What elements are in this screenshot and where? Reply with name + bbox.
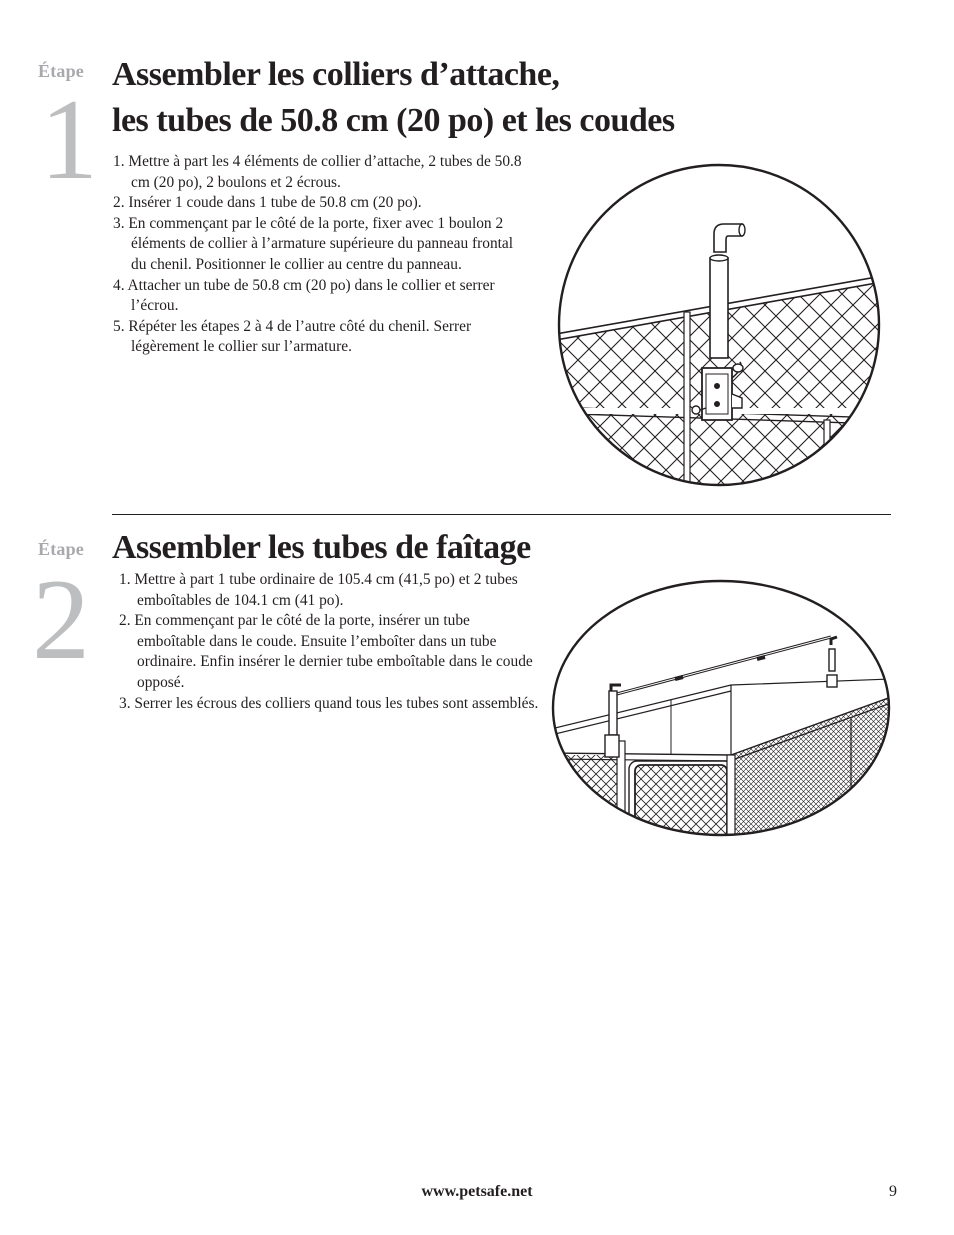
step2-number: 2 xyxy=(32,556,90,684)
step1-number: 1 xyxy=(40,76,98,204)
step1-item: 2. Insérer 1 coude dans 1 tube de 50.8 cm (20 po). xyxy=(113,194,422,212)
step1-title-line2: les tubes de 50.8 cm (20 po) et les coudes xyxy=(112,102,675,139)
step1-title-line1: Assembler les colliers d’attache, xyxy=(112,56,560,93)
step2-title: Assembler les tubes de faîtage xyxy=(112,529,531,566)
step1-label: Étape xyxy=(38,61,84,81)
collar-assembly-illustration xyxy=(556,162,882,488)
roof-tube-assembly-illustration xyxy=(551,579,891,837)
step1-instructions xyxy=(113,152,531,358)
step2-item: 2. En commençant par le côté de la porte, insérer un tube emboîtable dans le coude. Ensuite l’emboîter dans un tube ordinaire. Enfin insérer le dernier tube emboîtable dans le coude opposé. xyxy=(119,612,533,691)
step1-title xyxy=(112,52,675,144)
step2-item: 1. Mettre à part 1 tube ordinaire de 105.4 cm (41,5 po) et 2 tubes emboîtables de 104.1 cm (41 po). xyxy=(119,571,518,609)
footer-website-link[interactable]: www.petsafe.net xyxy=(421,1183,533,1200)
step1-item: 3. En commençant par le côté de la porte, fixer avec 1 boulon 2 éléments de collier à l’armature supérieure du panneau frontal du chenil. Positionner le collier au centre du panneau. xyxy=(113,214,514,273)
step1-item: 1. Mettre à part les 4 éléments de collier d’attache, 2 tubes de 50.8 cm (20 po), 2 boulons et 2 écrous. xyxy=(113,153,522,191)
step1-item: 4. Attacher un tube de 50.8 cm (20 po) dans le collier et serrer l’écrou. xyxy=(113,276,495,315)
step1-item: 5. Répéter les étapes 2 à 4 de l’autre côté du chenil. Serrer légèrement le collier sur l’armature. xyxy=(113,317,472,356)
step2-instructions xyxy=(119,570,539,714)
step2-item: 3. Serrer les écrous des colliers quand tous les tubes sont assemblés. xyxy=(119,694,539,712)
page-number: 9 xyxy=(889,1183,897,1200)
section-divider xyxy=(112,514,891,515)
step2-label: Étape xyxy=(38,539,84,559)
